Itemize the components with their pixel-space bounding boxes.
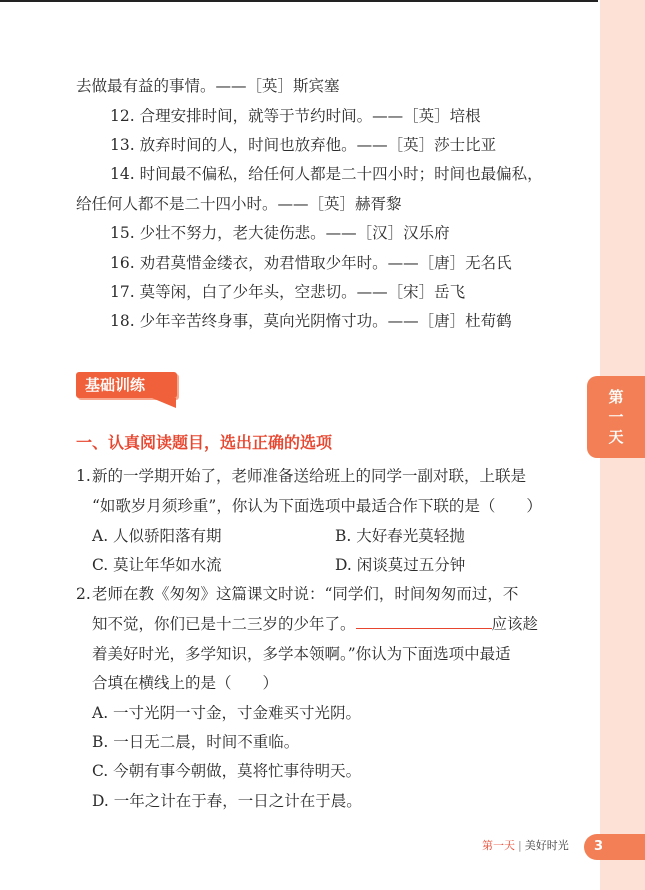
question-text: 新的一学期开始了，老师准备送给班上的同学一副对联，上联是: [92, 467, 527, 485]
footer-divider: |: [518, 839, 522, 852]
question-text: “如歌岁月须珍重”，你认为下面选项中最适合作下联的是（ ）: [92, 497, 542, 515]
option-a[interactable]: A. 一寸光阴一寸金，寸金难买寸光阴。: [92, 704, 362, 722]
quote-line: 14. 时间最不偏私，给任何人都是二十四小时；时间也最偏私，: [110, 165, 543, 183]
option-d[interactable]: D. 一年之计在于春，一日之计在于晨。: [92, 792, 362, 810]
day-tab-char: 第: [608, 388, 624, 406]
question-text-with-blank: [92, 614, 538, 634]
question-text: 应该趁: [491, 615, 539, 633]
quote-line: 12. 合理安排时间，就等于节约时间。——［英］培根: [110, 107, 481, 125]
day-tab-char: 一: [608, 408, 624, 426]
question-text: 合填在横线上的是（ ）: [92, 674, 279, 692]
option-b[interactable]: B. 一日无二晨，时间不重临。: [92, 733, 300, 751]
option-c[interactable]: C. 莫让年华如水流: [92, 556, 222, 574]
quote-line: 15. 少壮不努力，老大徒伤悲。——［汉］汉乐府: [110, 224, 450, 242]
answer-blank[interactable]: [356, 614, 492, 629]
quote-line: 17. 莫等闲，白了少年头，空悲切。——［宋］岳飞: [110, 283, 466, 301]
day-tab-char: 天: [608, 428, 624, 446]
footer-title: 美好时光: [524, 839, 569, 852]
option-c[interactable]: C. 今朝有事今朝做，莫将忙事待明天。: [92, 762, 362, 780]
question-text: 知不觉，你们已是十二三岁的少年了。: [92, 615, 356, 633]
question-text: 老师在教《匆匆》这篇课文时说：“同学们，时间匆匆而过，不: [92, 585, 519, 603]
question-text: 着美好时光，多学知识，多学本领啊。”你认为下面选项中最适: [92, 645, 511, 663]
top-rule: [0, 0, 598, 2]
question-number: 1.: [76, 467, 91, 485]
section-heading: 一、认真阅读题目，选出正确的选项: [76, 433, 333, 452]
option-a[interactable]: A. 人似骄阳落有期: [92, 527, 222, 545]
question-number: 2.: [76, 585, 91, 603]
day-tab[interactable]: [587, 376, 645, 458]
quote-line: 给任何人都不是二十四小时。——［英］赫胥黎: [76, 195, 402, 213]
page-number: 3: [584, 834, 645, 860]
option-d[interactable]: D. 闲谈莫过五分钟: [335, 556, 466, 574]
footer-running-title: [482, 838, 569, 854]
option-b[interactable]: B. 大好春光莫轻抛: [335, 527, 465, 545]
badge-tail: [152, 398, 176, 408]
section-badge: 基础训练: [76, 372, 177, 398]
quote-line: 13. 放弃时间的人，时间也放弃他。——［英］莎士比亚: [110, 136, 497, 154]
footer-chapter: 第一天: [482, 839, 515, 852]
quote-line: 18. 少年辛苦终身事，莫向光阴惰寸功。——［唐］杜荀鹤: [110, 312, 512, 330]
quote-line: 去做最有益的事情。——［英］斯宾塞: [76, 77, 340, 95]
quote-line: 16. 劝君莫惜金缕衣，劝君惜取少年时。——［唐］无名氏: [110, 254, 512, 272]
